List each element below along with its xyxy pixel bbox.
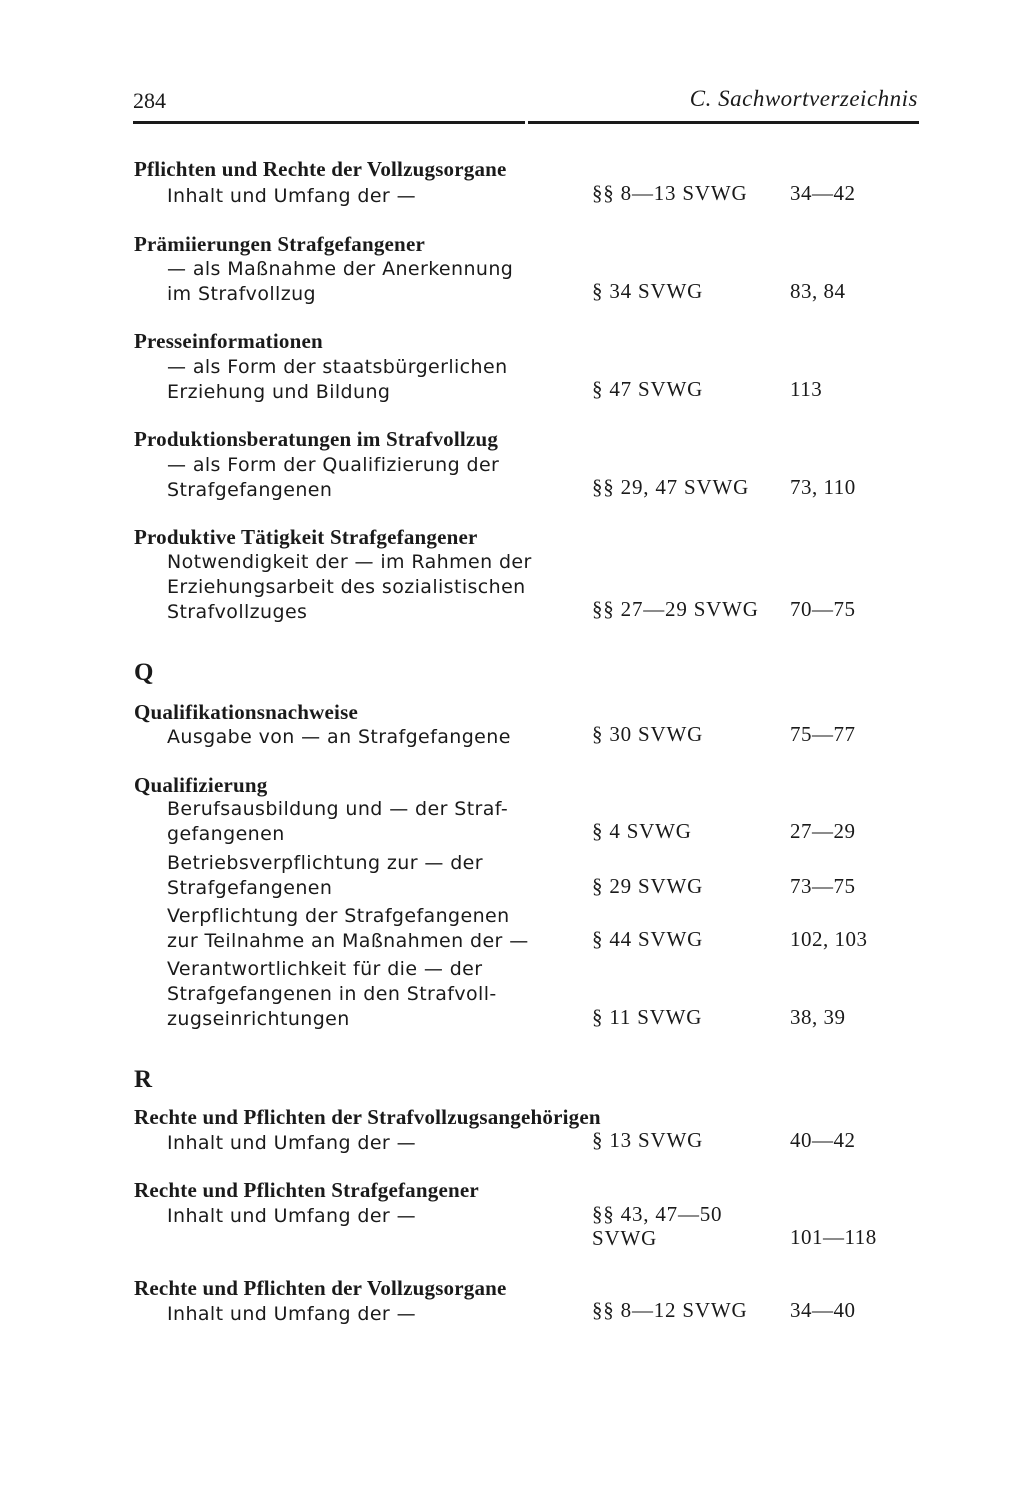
entry-headword: Produktionsberatungen im Strafvollzug bbox=[134, 427, 499, 451]
entry-headword: Rechte und Pflichten Strafgefangener bbox=[134, 1178, 479, 1202]
entry-pages: 27—29 bbox=[790, 819, 856, 843]
entry-subtext: Inhalt und Umfang der — bbox=[167, 185, 416, 207]
entry-reference: § 30 SVWG bbox=[592, 722, 704, 746]
entry-reference: §§ 43, 47—50 SVWG bbox=[592, 1202, 723, 1250]
entry-reference: §§ 8—12 SVWG bbox=[592, 1298, 748, 1322]
entry-pages: 113 bbox=[790, 377, 823, 401]
entry-pages: 40—42 bbox=[790, 1128, 856, 1152]
entry-reference: § 29 SVWG bbox=[592, 874, 704, 898]
entry-reference: § 47 SVWG bbox=[592, 377, 704, 401]
entry-pages: 83, 84 bbox=[790, 279, 846, 303]
entry-subtext: Verantwortlichkeit für die — der Strafgefangenen in den Strafvoll- zugseinrichtungen bbox=[167, 958, 497, 1030]
entry-headword: Pflichten und Rechte der Vollzugsorgane bbox=[134, 157, 507, 181]
entry-pages: 101—118 bbox=[790, 1225, 877, 1249]
entry-reference: § 13 SVWG bbox=[592, 1128, 704, 1152]
entry-reference: § 44 SVWG bbox=[592, 927, 704, 951]
entry-pages: 75—77 bbox=[790, 722, 856, 746]
entry-headword: Prämiierungen Strafgefangener bbox=[134, 232, 425, 256]
entry-pages: 73—75 bbox=[790, 874, 856, 898]
entry-subtext: — als Form der staatsbürgerlichen Erziehung und Bildung bbox=[167, 356, 508, 403]
section-letter: Q bbox=[134, 659, 154, 686]
entry-subtext: Betriebsverpflichtung zur — der Strafgefangenen bbox=[167, 852, 483, 899]
entry-headword: Presseinformationen bbox=[134, 329, 323, 353]
entry-subtext: Inhalt und Umfang der — bbox=[167, 1303, 416, 1325]
entry-subtext: — als Maßnahme der Anerkennung im Strafvollzug bbox=[167, 258, 514, 305]
entry-pages: 34—40 bbox=[790, 1298, 856, 1322]
entry-subtext: Inhalt und Umfang der — bbox=[167, 1205, 416, 1227]
entry-reference: §§ 27—29 SVWG bbox=[592, 597, 759, 621]
entry-subtext: Ausgabe von — an Strafgefangene bbox=[167, 726, 511, 748]
entry-subtext: Notwendigkeit der — im Rahmen der Erziehungsarbeit des sozialistischen Strafvollzuges bbox=[167, 551, 532, 623]
entry-headword: Produktive Tätigkeit Strafgefangener bbox=[134, 525, 478, 549]
entry-pages: 70—75 bbox=[790, 597, 856, 621]
entry-reference: §§ 8—13 SVWG bbox=[592, 181, 748, 205]
entry-headword: Qualifizierung bbox=[134, 773, 268, 797]
entry-pages: 73, 110 bbox=[790, 475, 856, 499]
entry-reference: § 4 SVWG bbox=[592, 819, 692, 843]
entry-subtext: Verpflichtung der Strafgefangenen zur Teilnahme an Maßnahmen der — bbox=[167, 905, 529, 952]
entry-pages: 102, 103 bbox=[790, 927, 868, 951]
entry-pages: 38, 39 bbox=[790, 1005, 846, 1029]
entry-headword: Qualifikationsnachweise bbox=[134, 700, 358, 724]
entry-reference: § 11 SVWG bbox=[592, 1005, 703, 1029]
section-title: C. Sachwortverzeichnis bbox=[689, 86, 918, 111]
section-letter: R bbox=[134, 1066, 153, 1093]
entry-reference: § 34 SVWG bbox=[592, 279, 704, 303]
entry-subtext: Berufsausbildung und — der Straf- gefangenen bbox=[167, 798, 509, 845]
entry-reference: §§ 29, 47 SVWG bbox=[592, 475, 750, 499]
entry-headword: Rechte und Pflichten der Strafvollzugsangehörigen bbox=[134, 1105, 601, 1129]
entry-headword: Rechte und Pflichten der Vollzugsorgane bbox=[134, 1276, 507, 1300]
entry-subtext: Inhalt und Umfang der — bbox=[167, 1132, 416, 1154]
entry-subtext: — als Form der Qualifizierung der Strafgefangenen bbox=[167, 454, 500, 501]
entry-pages: 34—42 bbox=[790, 181, 856, 205]
header-rule bbox=[133, 121, 919, 124]
page-number: 284 bbox=[133, 88, 166, 113]
